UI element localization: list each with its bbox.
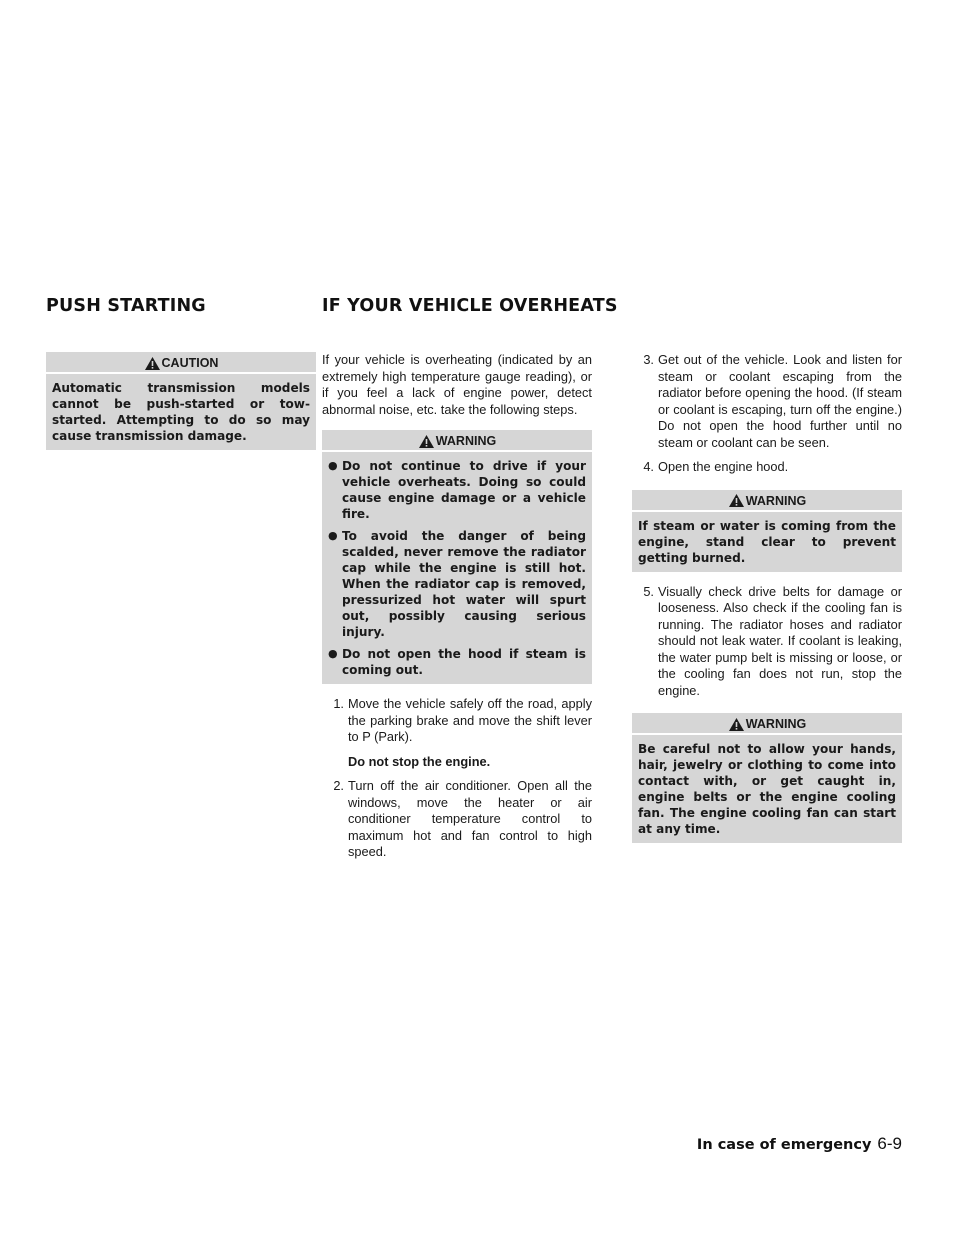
bullet-text: Do not open the hood if steam is coming out. <box>342 647 586 677</box>
step-3 <box>632 352 902 451</box>
caution-header <box>46 354 316 374</box>
step-text: Get out of the vehicle. Look and listen for steam or coolant escaping from the radiator before opening the hood. (If steam or coolant is escaping, turn off the engine.) Do not open the hood further until no steam or coolant can be seen. <box>658 352 902 450</box>
warning-box-2 <box>632 490 902 572</box>
page-footer <box>697 1134 902 1154</box>
step-2 <box>322 778 592 861</box>
step-5 <box>632 584 902 700</box>
step-number: 3. <box>643 352 654 367</box>
step-1 <box>322 696 592 770</box>
step-number: 2. <box>333 778 344 793</box>
step-number: 5. <box>643 583 654 599</box>
warning-bullets <box>328 458 586 678</box>
bullet-icon: ● <box>328 459 338 472</box>
caution-box <box>46 352 316 450</box>
warning-text-3: Be careful not to allow your hands, hair, jewelry or clothing to come into contact with, or get caught in, engine belts or the engine cooling fan. The engine cooling fan can start at any time. <box>638 742 896 836</box>
step-number: 4. <box>643 459 654 474</box>
bullet-icon: ● <box>328 529 338 542</box>
step-text: Turn off the air conditioner. Open all the windows, move the heater or air conditioner temperature control to maximum hot and fan control to high speed. <box>348 778 592 859</box>
bullet-text: To avoid the danger of being scalded, never remove the radiator cap while the engine is still hot. When the radiator cap is removed, pressurized hot water will spurt out, possibly causing serious injury. <box>342 529 586 639</box>
warning-text-2: If steam or water is coming from the engine, stand clear to prevent getting burned. <box>638 518 896 565</box>
overheat-intro: If your vehicle is overheating (indicated by an extremely high temperature gauge reading), or if you feel a lack of engine power, detect abnormal noise, etc. take the following steps. <box>322 352 592 417</box>
list-item <box>328 528 586 640</box>
warning-label-2: WARNING <box>745 493 807 508</box>
warning-triangle-icon <box>728 717 745 732</box>
page-number: 6-9 <box>877 1134 902 1153</box>
warning-header-2 <box>632 492 902 512</box>
step-text: Visually check drive belts for damage or looseness. Also check if the cooling fan is running. The radiator hoses and radiator should not leak water. If coolant is leaking, the water pump belt is missing or loose, or the cooling fan does not run, stop the engine. <box>658 583 902 698</box>
footer-section-title: In case of emergency <box>696 1137 872 1153</box>
step-4 <box>632 459 902 476</box>
warning-header-1 <box>322 432 592 452</box>
list-item <box>328 458 586 522</box>
heading-overheats: IF YOUR VEHICLE OVERHEATS <box>322 296 618 316</box>
step-note: Do not stop the engine. <box>348 753 491 769</box>
warning-label-1: WARNING <box>435 434 497 448</box>
heading-push-starting: PUSH STARTING <box>46 296 206 316</box>
step-number: 1. <box>333 696 344 711</box>
step-text: Move the vehicle safely off the road, apply the parking brake and move the shift lever to P (Park). <box>348 696 592 744</box>
list-item <box>328 646 586 678</box>
caution-label: CAUTION <box>161 356 219 370</box>
warning-triangle-icon <box>144 356 161 371</box>
column-middle <box>322 352 592 869</box>
bullet-icon: ● <box>328 647 338 660</box>
warning-header-3 <box>632 715 902 735</box>
column-right <box>632 352 902 855</box>
warning-triangle-icon <box>418 434 435 449</box>
caution-text: Automatic transmission models cannot be push-started or tow-started. Attempting to do so may cause transmission damage. <box>52 381 310 443</box>
bullet-text: Do not continue to drive if your vehicle overheats. Doing so could cause engine damage or a vehicle fire. <box>342 459 586 521</box>
step-text: Open the engine hood. <box>658 459 789 474</box>
warning-label-3: WARNING <box>745 717 807 731</box>
warning-box-1 <box>322 430 592 684</box>
warning-triangle-icon <box>728 493 745 508</box>
column-left <box>46 352 316 462</box>
warning-box-3 <box>632 713 902 843</box>
